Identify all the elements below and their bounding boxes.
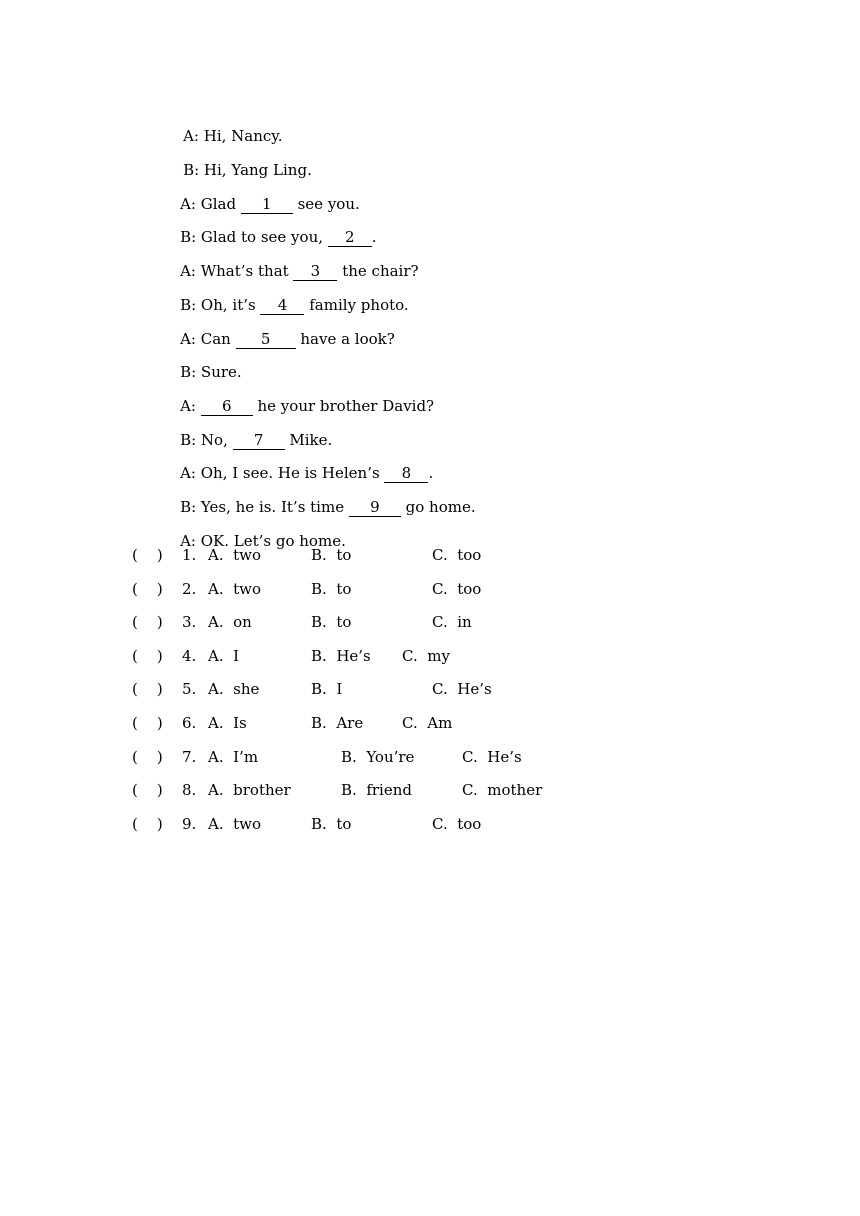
answer-paren[interactable]: ( ) [132,748,163,766]
dialogue-line-4 [161,207,377,246]
option-b: B. He’s [311,647,371,665]
option-c: C. too [432,815,482,833]
dialogue-line-6 [161,275,409,314]
option-c: C. Am [402,714,453,732]
dialogue-text: have a look? [295,330,395,348]
option-b: B. friend [341,781,412,799]
answer-blank-6[interactable]: 6 [201,397,253,416]
question-row [0,679,860,699]
question-row [0,545,860,565]
question-number: 4. [182,647,197,665]
answer-paren[interactable]: ( ) [132,647,163,665]
dialogue-text: Mike. [284,431,333,449]
option-c: C. my [402,647,450,665]
option-c: C. He’s [432,680,492,698]
dialogue-text: A: Glad [180,195,241,213]
dialogue-text: B: No, [180,431,233,449]
dialogue-text: see you. [292,195,360,213]
dialogue-text: B: Yes, he is. It’s time [180,498,349,516]
answer-blank-2[interactable]: 2 [328,228,372,247]
option-a: A. she [208,680,260,698]
dialogue-text: A: [180,397,201,415]
dialogue-text: he your brother David? [252,397,435,415]
option-c: C. too [432,546,482,564]
question-number: 9. [182,815,197,833]
question-number: 8. [182,781,197,799]
dialogue-text: the chair? [337,262,419,280]
dialogue-line-13 [161,511,346,550]
question-number: 3. [182,613,197,631]
option-c: C. He’s [462,748,522,766]
dialogue-line-5 [161,241,419,280]
dialogue-line-11 [161,443,434,482]
answer-paren[interactable]: ( ) [132,580,163,598]
dialogue-line-2 [164,140,312,179]
option-b: B. Are [311,714,364,732]
option-b: B. to [311,580,352,598]
option-a: A. two [208,580,262,598]
dialogue-text: A: OK. Let’s go home. [180,532,346,550]
dialogue-text: . [371,228,377,246]
option-a: A. on [208,613,252,631]
answer-blank-9[interactable]: 9 [349,498,401,517]
option-b: B. to [311,815,352,833]
dialogue-text: go home. [400,498,476,516]
dialogue-text: B: Hi, Yang Ling. [183,161,312,179]
question-row [0,780,860,800]
dialogue-text: family photo. [304,296,409,314]
question-row [0,713,860,733]
answer-blank-1[interactable]: 1 [241,195,293,214]
dialogue-text: B: Sure. [180,363,242,381]
answer-paren[interactable]: ( ) [132,781,163,799]
answer-paren[interactable]: ( ) [132,815,163,833]
dialogue-text: A: Oh, I see. He is Helen’s [180,464,385,482]
dialogue-text: A: What’s that [180,262,294,280]
question-number: 6. [182,714,197,732]
option-b: B. I [311,680,343,698]
dialogue-line-9 [161,376,435,415]
option-a: A. brother [208,781,291,799]
question-row [0,612,860,632]
question-number: 5. [182,680,197,698]
option-b: B. to [311,546,352,564]
option-b: B. You’re [341,748,415,766]
dialogue-text: . [428,464,434,482]
question-row [0,747,860,767]
answer-paren[interactable]: ( ) [132,714,163,732]
question-row [0,814,860,834]
dialogue-line-12 [161,477,476,516]
option-a: A. I [208,647,240,665]
question-row [0,646,860,666]
option-c: C. too [432,580,482,598]
answer-blank-7[interactable]: 7 [233,431,285,450]
question-number: 7. [182,748,197,766]
dialogue-line-7 [161,309,395,348]
question-row [0,579,860,599]
option-a: A. two [208,546,262,564]
answer-paren[interactable]: ( ) [132,546,163,564]
option-a: A. two [208,815,262,833]
question-number: 1. [182,546,197,564]
option-c: C. in [432,613,472,631]
answer-paren[interactable]: ( ) [132,680,163,698]
option-a: A. I’m [208,748,259,766]
answer-blank-5[interactable]: 5 [236,330,296,349]
dialogue-text: B: Glad to see you, [180,228,328,246]
dialogue-text: B: Oh, it’s [180,296,261,314]
dialogue-line-8 [161,342,242,381]
answer-blank-8[interactable]: 8 [384,464,428,483]
dialogue-line-3 [161,174,360,213]
dialogue-line-10 [161,410,333,449]
option-c: C. mother [462,781,543,799]
dialogue-text: A: Can [180,330,236,348]
dialogue-line-1 [164,106,283,145]
answer-blank-3[interactable]: 3 [293,262,337,281]
answer-blank-4[interactable]: 4 [260,296,304,315]
option-a: A. Is [208,714,247,732]
answer-paren[interactable]: ( ) [132,613,163,631]
question-number: 2. [182,580,197,598]
option-b: B. to [311,613,352,631]
dialogue-text: A: Hi, Nancy. [183,127,283,145]
